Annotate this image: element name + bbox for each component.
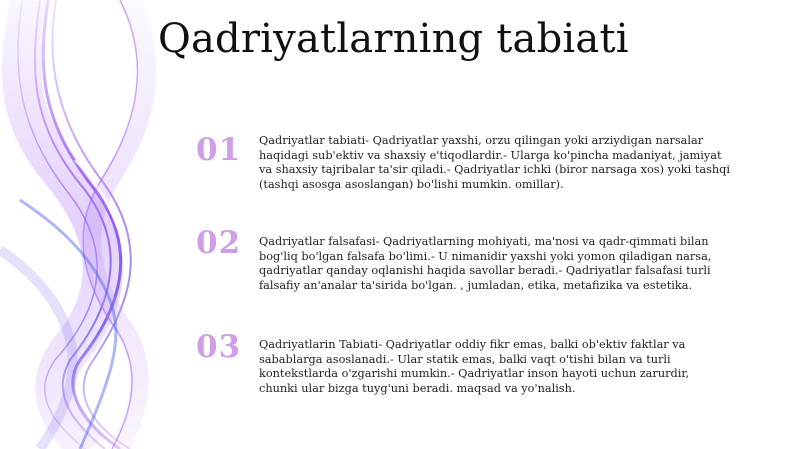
item-number: 03	[196, 329, 242, 365]
item-number: 01	[196, 132, 242, 168]
slide-title: Qadriyatlarning tabiati	[158, 16, 629, 62]
item-number: 02	[196, 225, 242, 261]
item-text: Qadriyatlar tabiati- Qadriyatlar yaxshi, orzu qilingan yoki arziydigan narsalar haqidagi sub'ektiv va shaxsiy e'tiqodlardir.- Ularga ko'pincha madaniyat, jamiyat va shaxsiy tajribalar ta'sir qiladi.- Qadriyatlar ichki (biror narsaga xos) yoki tashqi (tashqi asosga asoslangan) bo'lishi mumkin. omillar).	[259, 134, 731, 191]
item-text: Qadriyatlarin Tabiati- Qadriyatlar oddiy fikr emas, balki ob'ektiv faktlar va sabablarga asoslanadi.- Ular statik emas, balki vaqt o'tishi bilan va turli kontekstlarda o'zgarishi mumkin.- Qadriyatlar inson hayoti uchun zarurdir, chunki ular bizga tuyg'uni beradi. maqsad va yo'nalish.	[259, 338, 690, 395]
item-text: Qadriyatlar falsafasi- Qadriyatlarning mohiyati, ma'nosi va qadr-qimmati bilan bog'liq bo'lgan falsafa bo'limi.- U nimanidir yaxshi yoki yomon qiladigan narsa, qadriyatlar qanday oqlanishi haqida savollar beradi.- Qadriyatlar falsafasi turli falsafiy an'analar ta'sirida bo'lgan. , jumladan, etika, metafizika va estetika.	[259, 235, 712, 292]
silk-ribbon-decoration	[0, 0, 200, 449]
